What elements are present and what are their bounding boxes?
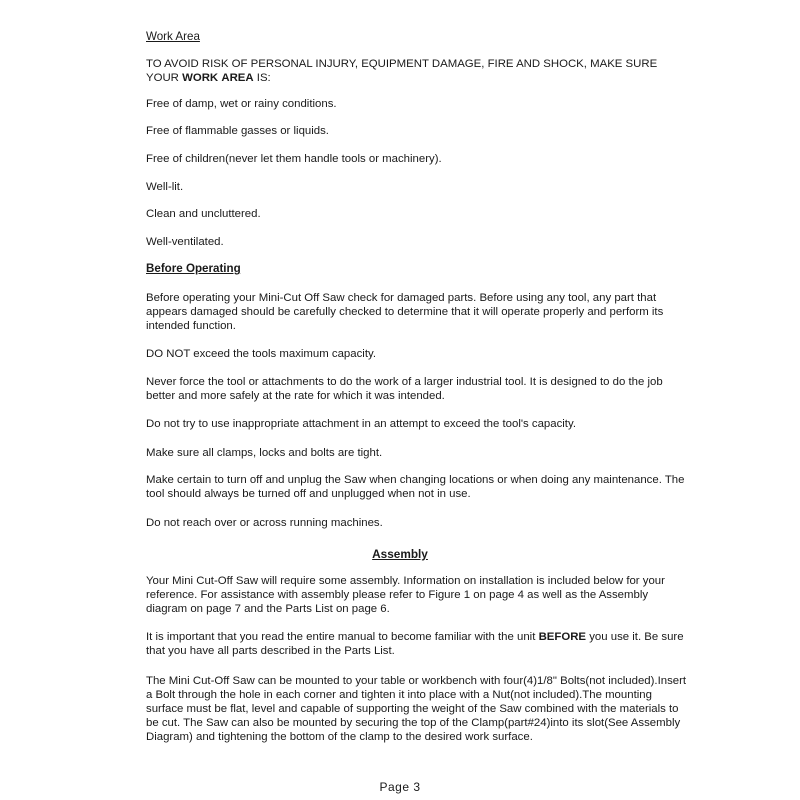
before-operating-heading: Before Operating [146, 262, 241, 275]
page-number: Page 3 [379, 780, 421, 794]
work-area-warning [146, 57, 688, 85]
before-operating-paragraph: Never force the tool or attachments to do the work of a larger industrial tool. It is designed to do the job better and more safely at the rate for which it was intended. [146, 376, 663, 402]
assembly-mounting-paragraph: The Mini Cut-Off Saw can be mounted to your table or workbench with four(4)1/8" Bolts(not included).Insert a Bolt through the hole in each corner and tighten it into place with a Nut(not included).The mounting surface must be flat, level and capable of supporting the weight of the Saw combined with the materials to be cut. The Saw can also be mounted by securing the top of the Clamp(part#24)into its slot(See Assembly Diagram) and tightening the bottom of the clamp to the desired work surface. [146, 675, 687, 743]
before-operating-paragraph: Do not try to use inappropriate attachment in an attempt to exceed the tool's capacity. [146, 418, 576, 430]
assembly-important-paragraph [146, 630, 688, 658]
work-area-item: Free of flammable gasses or liquids. [146, 125, 329, 137]
work-area-heading: Work Area [146, 30, 200, 43]
work-area-item: Well-ventilated. [146, 236, 224, 248]
before-operating-paragraph: Make certain to turn off and unplug the Saw when changing locations or when doing any maintenance. The tool should always be turned off and unplugged when not in use. [146, 474, 685, 500]
work-area-item: Clean and uncluttered. [146, 208, 261, 220]
work-area-item: Free of children(never let them handle tools or machinery). [146, 153, 442, 165]
before-operating-paragraph: Before operating your Mini-Cut Off Saw check for damaged parts. Before using any tool, any part that appears damaged should be carefully checked to determine that it will operate properly and perform its intended function. [146, 292, 664, 332]
warning-text: TO AVOID RISK OF PERSONAL INJURY, EQUIPMENT DAMAGE, FIRE AND SHOCK, MAKE SURE YOUR [146, 58, 658, 84]
work-area-item: Well-lit. [146, 181, 184, 193]
warning-bold-work: WORK [182, 72, 219, 84]
important-suffix: you use it. Be sure that you have all parts described in the Parts List. [146, 631, 684, 657]
warning-bold-area: AREA [221, 72, 254, 84]
important-bold-before: BEFORE [538, 631, 587, 643]
before-operating-paragraph: Do not reach over or across running machines. [146, 517, 383, 529]
assembly-paragraph: Your Mini Cut-Off Saw will require some assembly. Information on installation is included below for your reference. For assistance with assembly please refer to Figure 1 on page 4 as well as the Assembly diagram on page 7 and the Parts List on page 6. [146, 575, 665, 615]
before-operating-paragraph: DO NOT exceed the tools maximum capacity. [146, 348, 377, 360]
before-operating-paragraph: Make sure all clamps, locks and bolts are tight. [146, 447, 383, 459]
important-text: It is important that you read the entire manual to become familiar with the unit [146, 631, 536, 643]
warning-suffix: IS: [256, 72, 271, 84]
work-area-item: Free of damp, wet or rainy conditions. [146, 98, 337, 110]
assembly-heading: Assembly [372, 547, 428, 561]
